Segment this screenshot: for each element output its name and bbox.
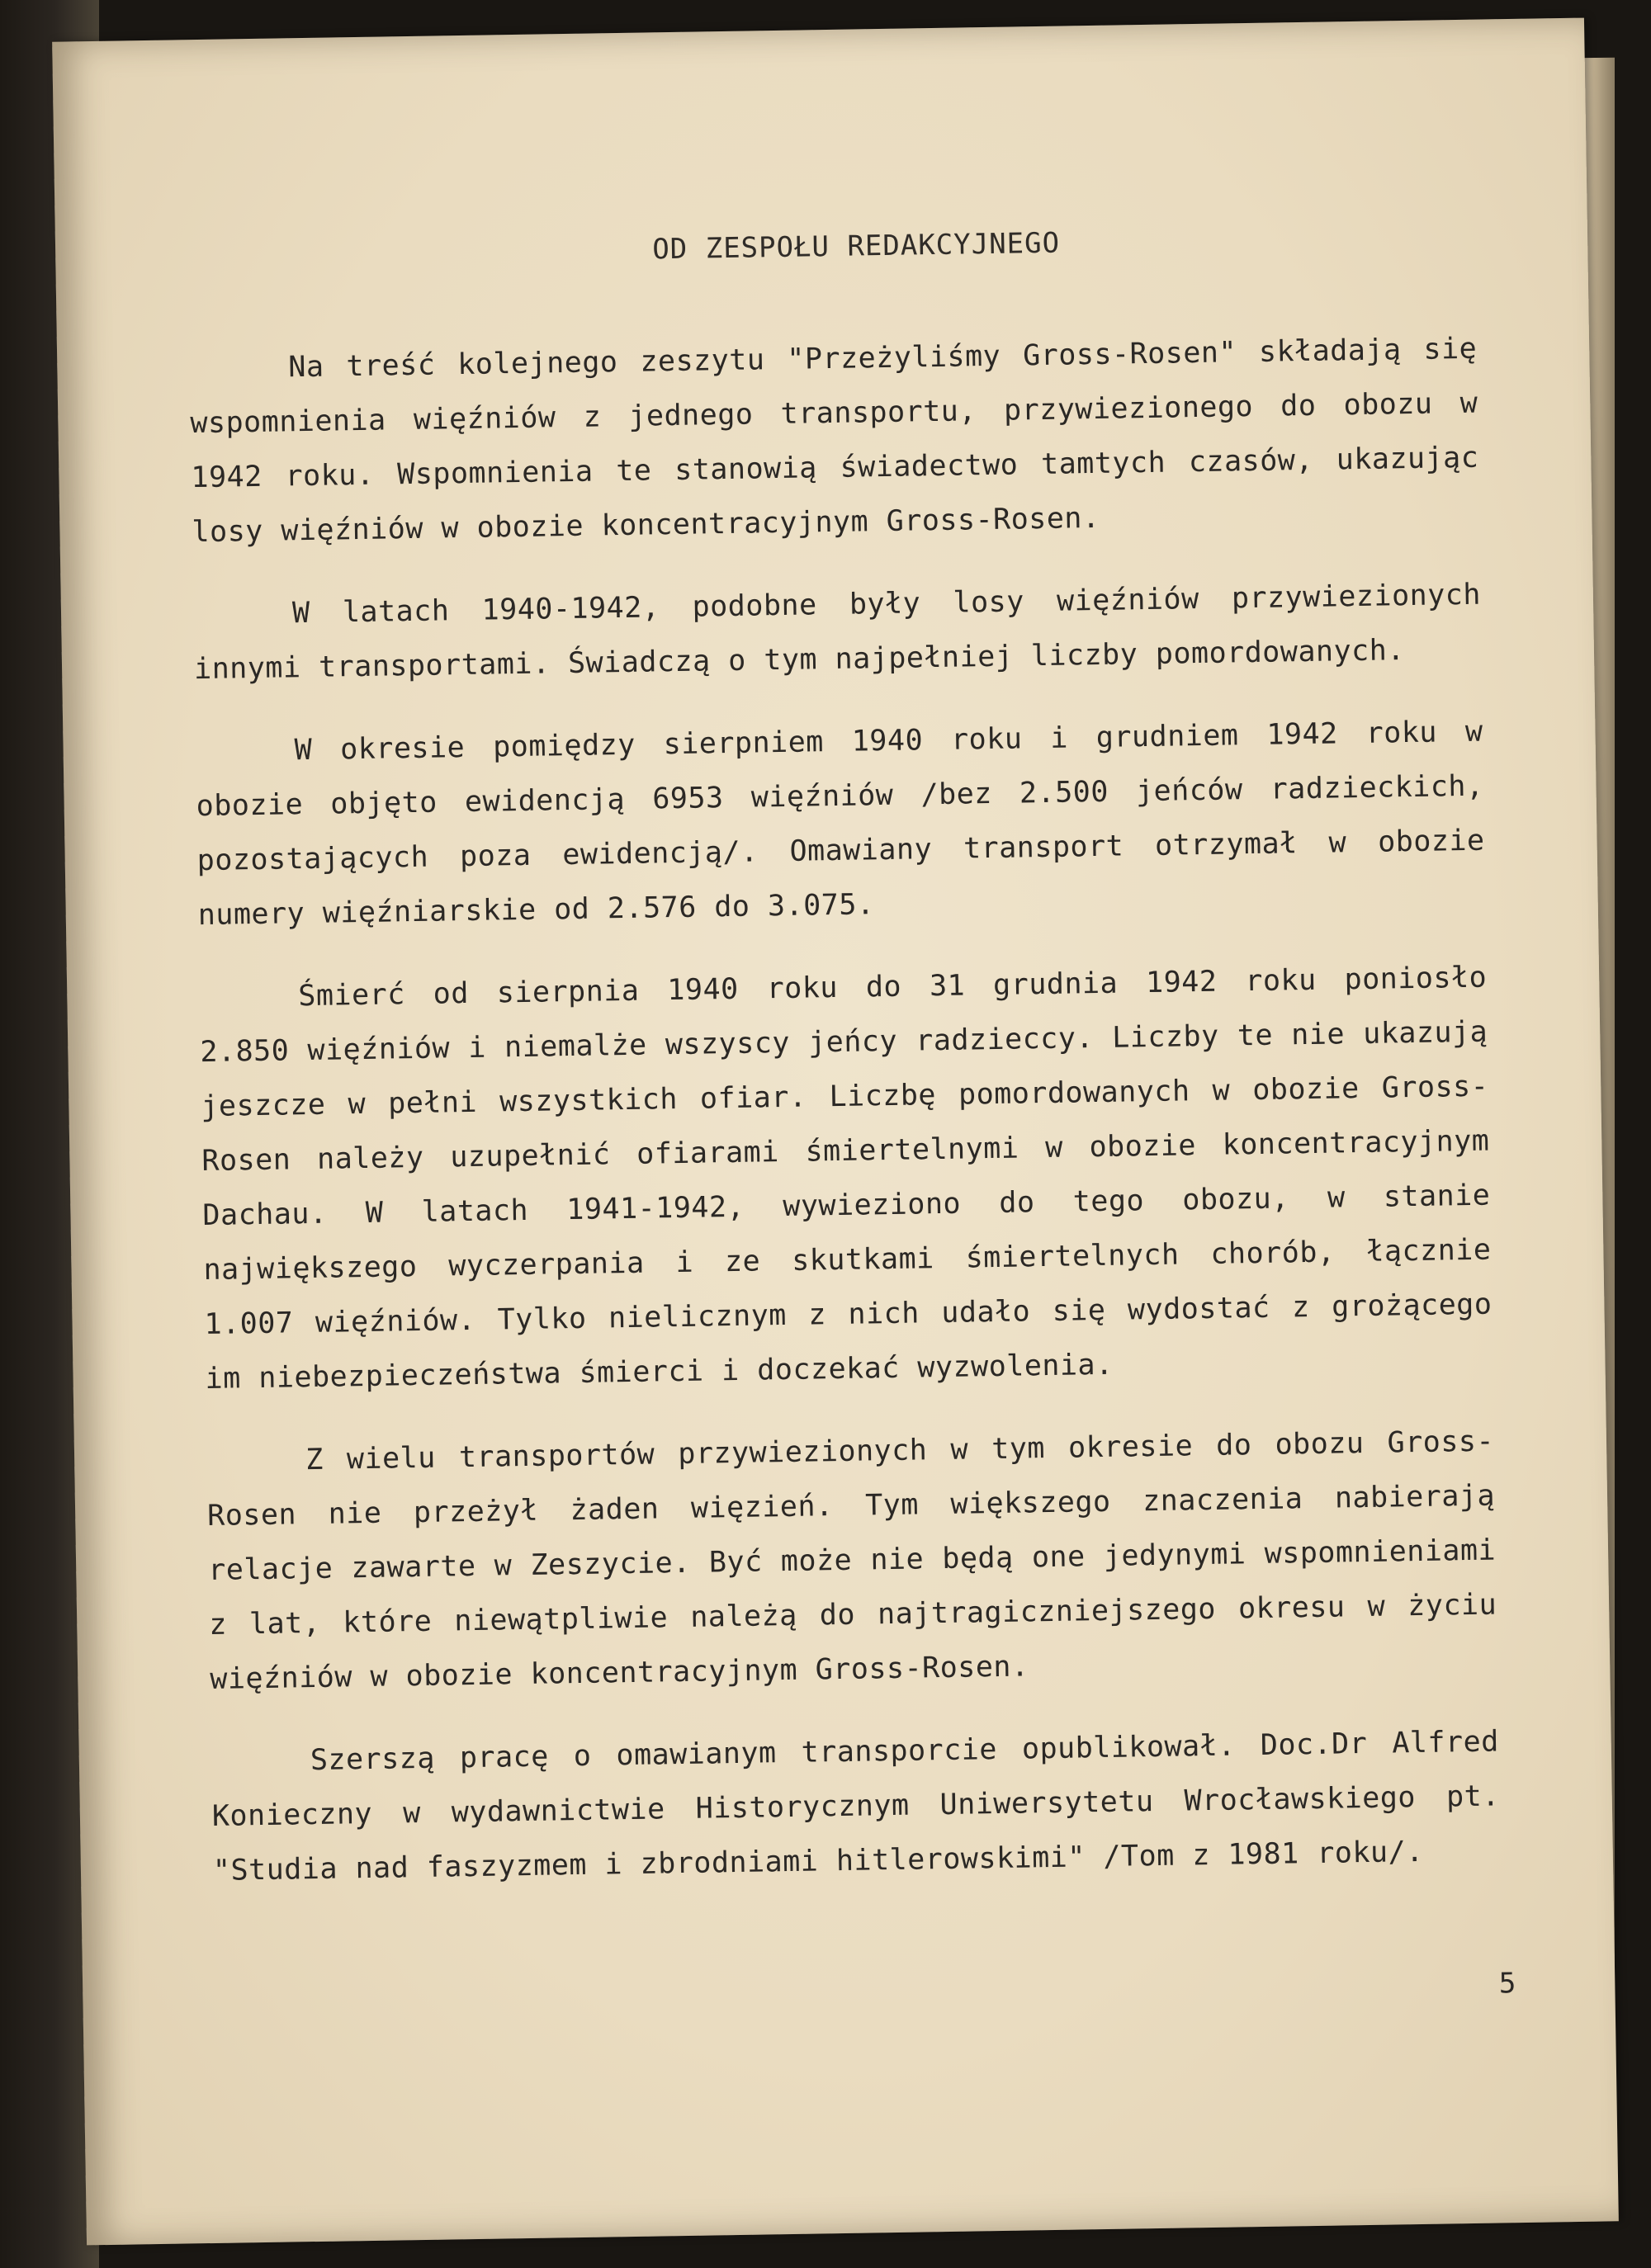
page-content bbox=[187, 210, 1502, 1926]
paragraph-1: Na treść kolejnego zeszytu "Przeżyliśmy Gross-Rosen" składają się wspomnienia więźniów z jednego transportu, przywiezionego do obozu w 1942 roku. Wspomnienia te stanowią świadectwo tamtych czasów, ukazując losy więźniów w obozie koncentracyjnym Gross-Rosen. bbox=[190, 332, 1479, 550]
paragraph-4: Śmierć od sierpnia 1940 roku do 31 grudnia 1942 roku poniosło 2.850 więźniów i niemalże wszyscy jeńcy radzieccy. Liczby te nie ukazują jeszcze w pełni wszystkich ofiar. Liczbę pomordowanych w obozie Gross-Rosen należy uzupełnić ofiarami śmiertelnymi w obozie koncentracyjnym Dachau. W latach 1941-1942, wywieziono do tego obozu, w stanie największego wyczerpania i ze skutkami śmiertelnych chorób, łącznie 1.007 więźniów. Tylko nielicznym z nich udało się wydostać z grożącego im niebezpieczeństwa śmierci i doczekać wyzwolenia. bbox=[200, 961, 1493, 1396]
page-number: 5 bbox=[1498, 1967, 1516, 2001]
paragraph-5: Z wielu transportów przywiezionych w tym okresie do obozu Gross-Rosen nie przeżył żaden więzień. Tym większego znaczenia nabierają relacje zawarte w Zeszycie. Być może nie będą one jedynymi wspomnieniami z lat, które niewątpliwie należą do najtragiczniejszego okresu w życiu więźniów w obozie koncentracyjnym Gross-Rosen. bbox=[206, 1425, 1497, 1696]
paragraph-2: W latach 1940-1942, podobne były losy więźniów przywiezionych innymi transportami. Świadczą o tym najpełniej liczby pomordowanych. bbox=[193, 578, 1482, 687]
paragraph-6: Szerszą pracę o omawianym transporcie opublikował. Doc.Dr Alfred Konieczny w wydawnictwie Historycznym Uniwersytetu Wrocławskiego pt. "Studia nad faszyzmem i zbrodniami hitlerowskimi" /Tom z 1981 roku/. bbox=[211, 1725, 1501, 1888]
page-title: OD ZESPOŁU REDAKCYJNEGO bbox=[651, 226, 1061, 267]
paragraph-3: W okresie pomiędzy sierpniem 1940 roku i grudniem 1942 roku w obozie objęto ewidencją 6953 więźniów /bez 2.500 jeńców radzieckich, pozostających poza ewidencją/. Omawiany transport otrzymał w obozie numery więźniarskie od 2.576 do 3.075. bbox=[196, 715, 1485, 933]
document-page bbox=[52, 18, 1619, 2246]
